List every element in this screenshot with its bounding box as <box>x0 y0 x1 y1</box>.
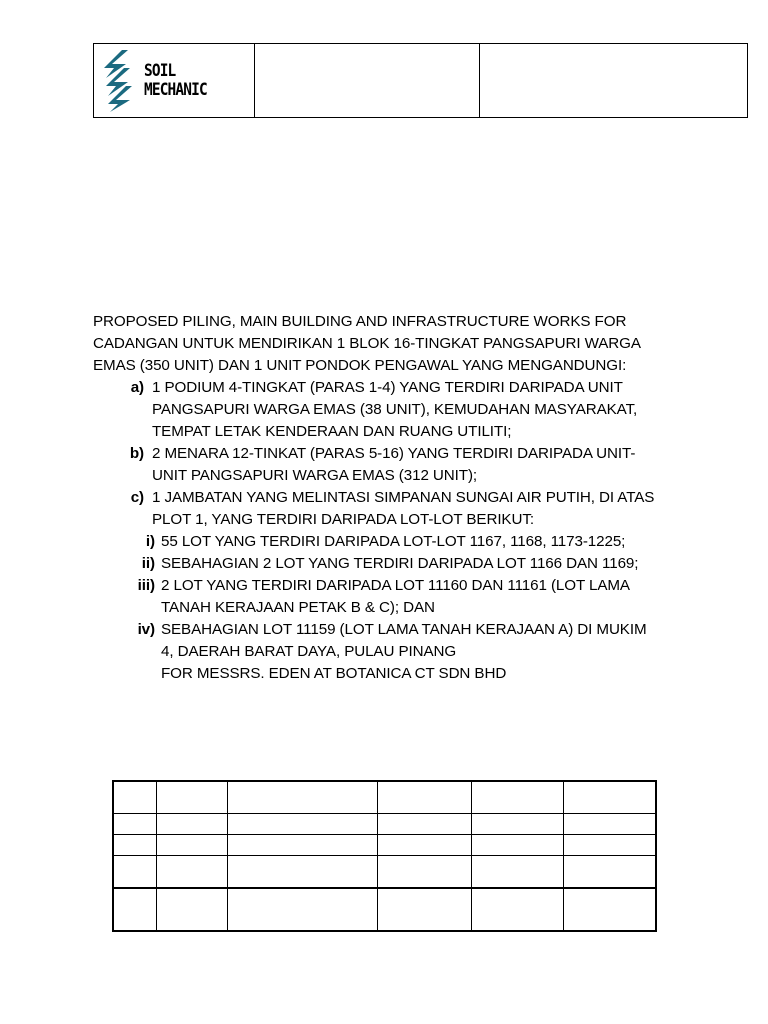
project-description <box>93 311 693 685</box>
list-text: UNIT PANGSAPURI WARGA EMAS (312 UNIT); <box>152 467 478 484</box>
list-text: PLOT 1, YANG TERDIRI DARIPADA LOT-LOT BERIKUT: <box>152 511 534 528</box>
list-label: b) <box>129 445 144 462</box>
table-cell <box>563 835 656 856</box>
table-cell <box>563 888 656 931</box>
table-cell <box>563 856 656 888</box>
table-row <box>113 813 656 834</box>
logo-line-2: MECHANIC <box>144 79 207 100</box>
sublist-text: TANAH KERAJAAN PETAK B & C); DAN <box>161 599 435 616</box>
list-text: PANGSAPURI WARGA EMAS (38 UNIT), KEMUDAHAN MASYARAKAT, <box>152 401 638 418</box>
lightning-bolt-icon <box>102 50 140 112</box>
list-item-a <box>93 377 693 443</box>
table-cell <box>113 813 156 834</box>
table-cell <box>156 888 227 931</box>
table-cell <box>471 888 563 931</box>
table-cell <box>113 835 156 856</box>
list-text: 1 PODIUM 4-TINGKAT (PARAS 1-4) YANG TERDIRI DARIPADA UNIT <box>152 379 623 396</box>
table-cell <box>156 856 227 888</box>
table-cell <box>227 813 377 834</box>
table-cell <box>227 856 377 888</box>
table-cell <box>377 856 471 888</box>
sublist-text: SEBAHAGIAN LOT 11159 (LOT LAMA TANAH KERAJAAN A) DI MUKIM <box>161 621 647 638</box>
blank-grid-table <box>112 780 657 932</box>
list-text: 2 MENARA 12-TINKAT (PARAS 5-16) YANG TERDIRI DARIPADA UNIT- <box>152 445 636 462</box>
table-cell <box>377 781 471 813</box>
table-cell <box>471 813 563 834</box>
table-cell <box>156 781 227 813</box>
list-label: c) <box>130 489 144 506</box>
table-cell <box>156 835 227 856</box>
company-logo <box>94 50 254 112</box>
table-row <box>113 781 656 813</box>
table-row <box>113 888 656 931</box>
table-cell <box>156 813 227 834</box>
list-text: TEMPAT LETAK KENDERAAN DAN RUANG UTILITI; <box>152 423 512 440</box>
table-cell <box>471 856 563 888</box>
sublist-item-iii <box>93 575 693 619</box>
table-cell <box>113 856 156 888</box>
list-item-b <box>93 443 693 487</box>
sublist-item-iv <box>93 619 693 685</box>
table-cell <box>563 781 656 813</box>
table-cell <box>227 835 377 856</box>
intro-line: CADANGAN UNTUK MENDIRIKAN 1 BLOK 16-TINGKAT PANGSAPURI WARGA <box>93 335 641 352</box>
sublist-label: iv) <box>137 621 155 638</box>
logo-line-1: SOIL <box>144 60 176 81</box>
table-cell <box>227 888 377 931</box>
list-item-c <box>93 487 693 531</box>
table-row <box>113 835 656 856</box>
table-cell <box>471 835 563 856</box>
logo-wordmark <box>144 62 207 100</box>
intro-line: PROPOSED PILING, MAIN BUILDING AND INFRASTRUCTURE WORKS FOR <box>93 313 627 330</box>
sublist-text: 4, DAERAH BARAT DAYA, PULAU PINANG <box>161 643 457 660</box>
header-table <box>93 43 748 118</box>
sublist-text: SEBAHAGIAN 2 LOT YANG TERDIRI DARIPADA LOT 1166 DAN 1169; <box>161 555 639 572</box>
table-cell <box>471 781 563 813</box>
client-line: FOR MESSRS. EDEN AT BOTANICA CT SDN BHD <box>161 665 507 682</box>
list-label: a) <box>130 379 144 396</box>
header-cell-2 <box>255 44 480 118</box>
sublist-label: ii) <box>141 555 155 572</box>
table-cell <box>377 888 471 931</box>
table-row <box>113 856 656 888</box>
table-cell <box>377 835 471 856</box>
table-cell <box>113 888 156 931</box>
header-cell-3 <box>480 44 748 118</box>
sublist-item-i <box>93 531 693 553</box>
intro-line: EMAS (350 UNIT) DAN 1 UNIT PONDOK PENGAWAL YANG MENGANDUNGI: <box>93 357 627 374</box>
table-cell <box>563 813 656 834</box>
sublist-text: 2 LOT YANG TERDIRI DARIPADA LOT 11160 DAN 11161 (LOT LAMA <box>161 577 630 594</box>
table-cell <box>227 781 377 813</box>
sublist-label: i) <box>145 533 155 550</box>
list-text: 1 JAMBATAN YANG MELINTASI SIMPANAN SUNGAI AIR PUTIH, DI ATAS <box>152 489 655 506</box>
sublist-label: iii) <box>137 577 155 594</box>
table-cell <box>113 781 156 813</box>
sublist-item-ii <box>93 553 693 575</box>
table-cell <box>377 813 471 834</box>
sublist-text: 55 LOT YANG TERDIRI DARIPADA LOT-LOT 1167, 1168, 1173-1225; <box>161 533 626 550</box>
logo-cell <box>94 44 255 118</box>
